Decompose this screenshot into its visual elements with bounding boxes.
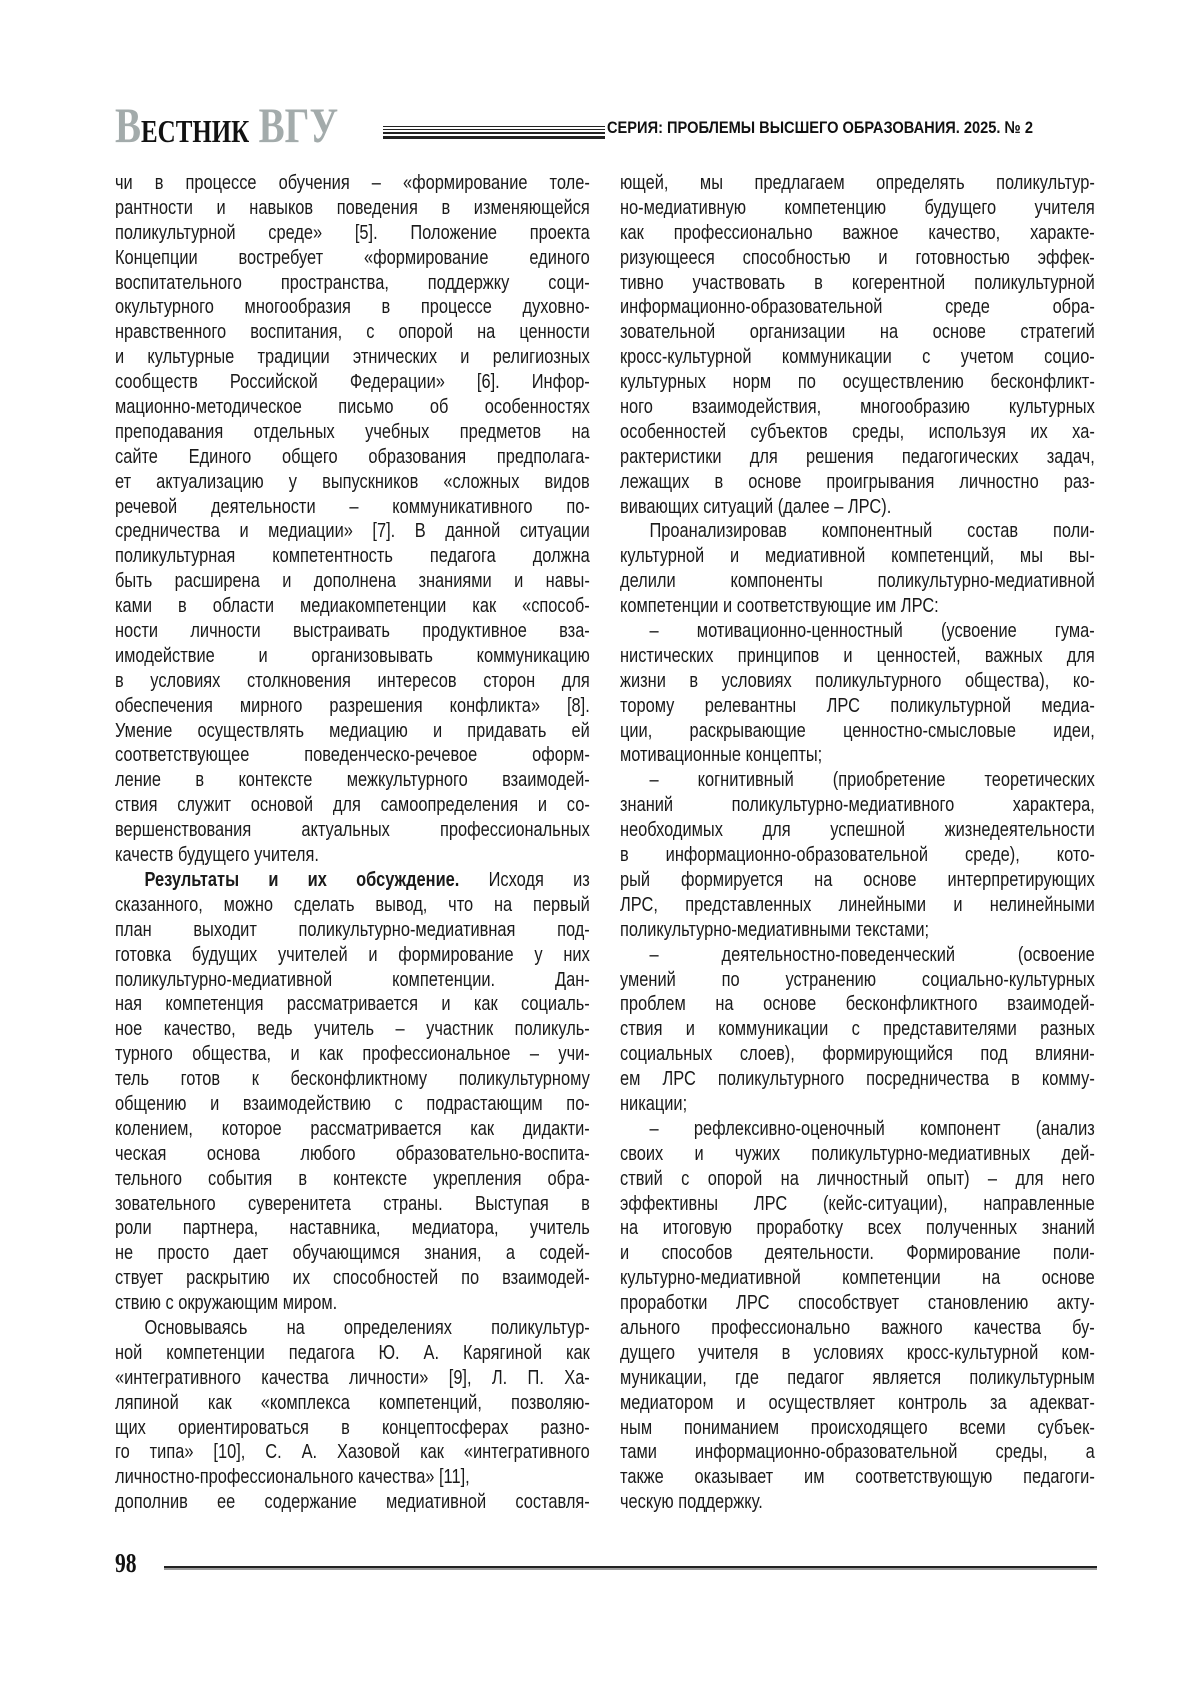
- text-line: ности личности выстраивать продуктивное вза-: [115, 619, 590, 644]
- text-line: лежащих в основе проигрывания личностно раз-: [620, 470, 1095, 495]
- series-title: СЕРИЯ: ПРОБЛЕМЫ ВЫСШЕГО ОБРАЗОВАНИЯ. 2025. № 2: [607, 118, 1033, 138]
- text-line: колением, которое рассматривается как дидакти-: [115, 1117, 590, 1142]
- text-line: ризующееся способностью и готовностью эффек-: [620, 246, 1095, 271]
- journal-header: [115, 96, 1100, 144]
- text-line: тель готов к бесконфликтному поликультурному: [115, 1067, 590, 1092]
- text-line: го типа» [10], С. А. Хазовой как «интегративного: [115, 1440, 590, 1465]
- text-line: эффективны ЛРС (кейс-ситуации), направленные: [620, 1192, 1095, 1217]
- text-line: сообществ Российской Федерации» [6]. Инфор-: [115, 370, 590, 395]
- text-line: воспитательного пространства, поддержку соци-: [115, 271, 590, 296]
- text-line: зовательного суверенитета страны. Выступая в: [115, 1192, 590, 1217]
- text-line: роли партнера, наставника, медиатора, учитель: [115, 1216, 590, 1241]
- text-line: дополнив ее содержание медиативной составля-: [115, 1490, 590, 1515]
- text-line: – мотивационно-ценностный (усвоение гума-: [620, 619, 1095, 644]
- text-line: никации;: [620, 1092, 1095, 1117]
- text-line: муникации, где педагог является поликультурным: [620, 1366, 1095, 1391]
- text-line: – когнитивный (приобретение теоретических: [620, 768, 1095, 793]
- text-line: ческую поддержку.: [620, 1490, 1095, 1515]
- text-line: имодействие и организовывать коммуникацию: [115, 644, 590, 669]
- text-line: обеспечения мирного разрешения конфликта» [8].: [115, 694, 590, 719]
- text-line: ного взаимодействия, многообразию культурных: [620, 395, 1095, 420]
- text-line: Концепции востребует «формирование единого: [115, 246, 590, 271]
- text-line: тами информационно-образовательной среды, а: [620, 1440, 1095, 1465]
- text-line: поликультурно-медиативными текстами;: [620, 918, 1095, 943]
- text-line: дущего учителя в условиях кросс-культурной ком-: [620, 1341, 1095, 1366]
- text-line: ное качество, ведь учитель – участник поликуль-: [115, 1017, 590, 1042]
- text-line: ческая основа любого образовательно-воспита-: [115, 1142, 590, 1167]
- text-line: готовка будущих учителей и формирование у них: [115, 943, 590, 968]
- text-line: медиатором и осуществляет контроль за адекват-: [620, 1391, 1095, 1416]
- text-line: ющей, мы предлагаем определять поликультур-: [620, 171, 1095, 196]
- text-line: ной компетенции педагога Ю. А. Карягиной как: [115, 1341, 590, 1366]
- text-line: ем ЛРС поликультурного посредничества в комму-: [620, 1067, 1095, 1092]
- journal-logo: [115, 96, 338, 154]
- text-line: ствия и коммуникации с представителями разных: [620, 1017, 1095, 1042]
- text-line: но-медиативную компетенцию будущего учителя: [620, 196, 1095, 221]
- text-line: речевой деятельности – коммуникативного по-: [115, 495, 590, 520]
- page-number: 98: [115, 1548, 137, 1579]
- text-line: знаний поликультурно-медиативного характера,: [620, 793, 1095, 818]
- footer-rule: [164, 1566, 1097, 1570]
- text-line: «интегративного качества личности» [9], Л. П. Ха-: [115, 1366, 590, 1391]
- text-line: тельного события в контексте укрепления обра-: [115, 1167, 590, 1192]
- text-line: жизни в условиях поликультурного общества), ко-: [620, 669, 1095, 694]
- text-line: не просто дает обучающимся знания, а содей-: [115, 1241, 590, 1266]
- text-line: Проанализировав компонентный состав поли-: [620, 519, 1095, 544]
- text-line: поликультурно-медиативной компетенции. Дан-: [115, 968, 590, 993]
- text-line: поликультурной среде» [5]. Положение проекта: [115, 221, 590, 246]
- text-line: вивающих ситуаций (далее – ЛРС).: [620, 495, 1095, 520]
- section-heading: Результаты и их обсуждение.: [145, 869, 460, 891]
- text-line: Основываясь на определениях поликультур-: [115, 1316, 590, 1341]
- text-line: чи в процессе обучения – «формирование толе-: [115, 171, 590, 196]
- text-line: как профессионально важное качество, характе-: [620, 221, 1095, 246]
- text-line: культурно-медиативной компетенции на основе: [620, 1266, 1095, 1291]
- text-line: нравственного воспитания, с опорой на ценности: [115, 320, 590, 345]
- text-line: [115, 868, 590, 893]
- text-line: ального профессионально важного качества бу-: [620, 1316, 1095, 1341]
- text-line: рантности и навыков поведения в изменяющейся: [115, 196, 590, 221]
- text-line: – деятельностно-поведенческий (освоение: [620, 943, 1095, 968]
- text-line: также оказывает им соответствующую педагоги-: [620, 1465, 1095, 1490]
- text-line: информационно-образовательной среде обра-: [620, 295, 1095, 320]
- text-run: Исходя из: [459, 869, 589, 891]
- text-line: в информационно-образовательной среде), кото-: [620, 843, 1095, 868]
- text-line: ствует раскрытию их способностей по взаимодей-: [115, 1266, 590, 1291]
- text-line: тивно участвовать в когерентной поликультурной: [620, 271, 1095, 296]
- text-line: нистических принципов и ценностей, важных для: [620, 644, 1095, 669]
- text-line: вершенствования актуальных профессиональных: [115, 818, 590, 843]
- text-line: план выходит поликультурно-медиативная под-: [115, 918, 590, 943]
- text-line: умений по устранению социально-культурных: [620, 968, 1095, 993]
- text-line: ЛРС, представленных линейными и нелинейными: [620, 893, 1095, 918]
- text-line: своих и чужих поликультурно-медиативных дей-: [620, 1142, 1095, 1167]
- text-line: – рефлексивно-оценочный компонент (анализ: [620, 1117, 1095, 1142]
- text-line: сказанного, можно сделать вывод, что на первый: [115, 893, 590, 918]
- text-line: ствию с окружающим миром.: [115, 1291, 590, 1316]
- text-line: торому релевантны ЛРС поликультурной медиа-: [620, 694, 1095, 719]
- text-line: социальных слоев), формирующийся под влияни-: [620, 1042, 1095, 1067]
- text-line: преподавания отдельных учебных предметов на: [115, 420, 590, 445]
- text-line: быть расширена и дополнена знаниями и навы-: [115, 569, 590, 594]
- text-line: ным пониманием происходящего всеми субъек-: [620, 1416, 1095, 1441]
- text-line: делили компоненты поликультурно-медиативной: [620, 569, 1095, 594]
- text-line: рый формируется на основе интерпретирующих: [620, 868, 1095, 893]
- text-line: необходимых для успешной жизнедеятельности: [620, 818, 1095, 843]
- left-column: [115, 171, 590, 1521]
- text-line: особенностей субъектов среды, используя их ха-: [620, 420, 1095, 445]
- text-line: проработки ЛРС способствует становлению акту-: [620, 1291, 1095, 1316]
- right-column: [620, 171, 1095, 1521]
- text-line: турного общества, и как профессиональное – учи-: [115, 1042, 590, 1067]
- logo-initial: В: [115, 97, 141, 153]
- text-line: окультурного многообразия в процессе духовно-: [115, 295, 590, 320]
- text-line: ление в контексте межкультурного взаимодей-: [115, 768, 590, 793]
- text-line: Умение осуществлять медиацию и придавать ей: [115, 719, 590, 744]
- text-line: ная компетенция рассматривается и как социаль-: [115, 992, 590, 1017]
- text-line: ции, раскрывающие ценностно-смысловые идеи,: [620, 719, 1095, 744]
- logo-rest: ЕСТНИК: [141, 113, 249, 149]
- text-line: сайте Единого общего образования предполага-: [115, 445, 590, 470]
- text-line: соответствующее поведенческо-речевое оформ-: [115, 743, 590, 768]
- logo-vgu: ВГУ: [259, 97, 338, 153]
- text-line: на итоговую проработку всех полученных знаний: [620, 1216, 1095, 1241]
- text-line: рактеристики для решения педагогических задач,: [620, 445, 1095, 470]
- text-line: и способов деятельности. Формирование поли-: [620, 1241, 1095, 1266]
- text-line: мотивационные концепты;: [620, 743, 1095, 768]
- text-line: и культурные традиции этнических и религиозных: [115, 345, 590, 370]
- text-line: мационно-методическое письмо об особенностях: [115, 395, 590, 420]
- text-line: компетенции и соответствующие им ЛРС:: [620, 594, 1095, 619]
- text-line: кросс-культурной коммуникации с учетом социо-: [620, 345, 1095, 370]
- text-line: общению и взаимодействию с подрастающим по-: [115, 1092, 590, 1117]
- text-line: поликультурная компетентность педагога должна: [115, 544, 590, 569]
- text-line: средничества и медиации» [7]. В данной ситуации: [115, 519, 590, 544]
- text-line: ствий с опорой на личностный опыт) – для него: [620, 1167, 1095, 1192]
- text-line: культурных норм по осуществлению бесконфликт-: [620, 370, 1095, 395]
- text-line: ет актуализацию у выпускников «сложных видов: [115, 470, 590, 495]
- text-line: ками в области медиакомпетенции как «способ-: [115, 594, 590, 619]
- text-line: ствия служит основой для самоопределения и со-: [115, 793, 590, 818]
- text-line: проблем на основе бесконфликтного взаимодей-: [620, 992, 1095, 1017]
- text-line: ляпиной как «комплекса компетенций, позволяю-: [115, 1391, 590, 1416]
- text-line: щих ориентироваться в концептосферах разно-: [115, 1416, 590, 1441]
- text-line: культурной и медиативной компетенций, мы вы-: [620, 544, 1095, 569]
- text-line: качеств будущего учителя.: [115, 843, 590, 868]
- text-line: зовательной организации на основе стратегий: [620, 320, 1095, 345]
- text-line: личностно-профессионального качества» [11],: [115, 1465, 590, 1490]
- text-line: в условиях столкновения интересов сторон для: [115, 669, 590, 694]
- header-rule: [383, 126, 605, 141]
